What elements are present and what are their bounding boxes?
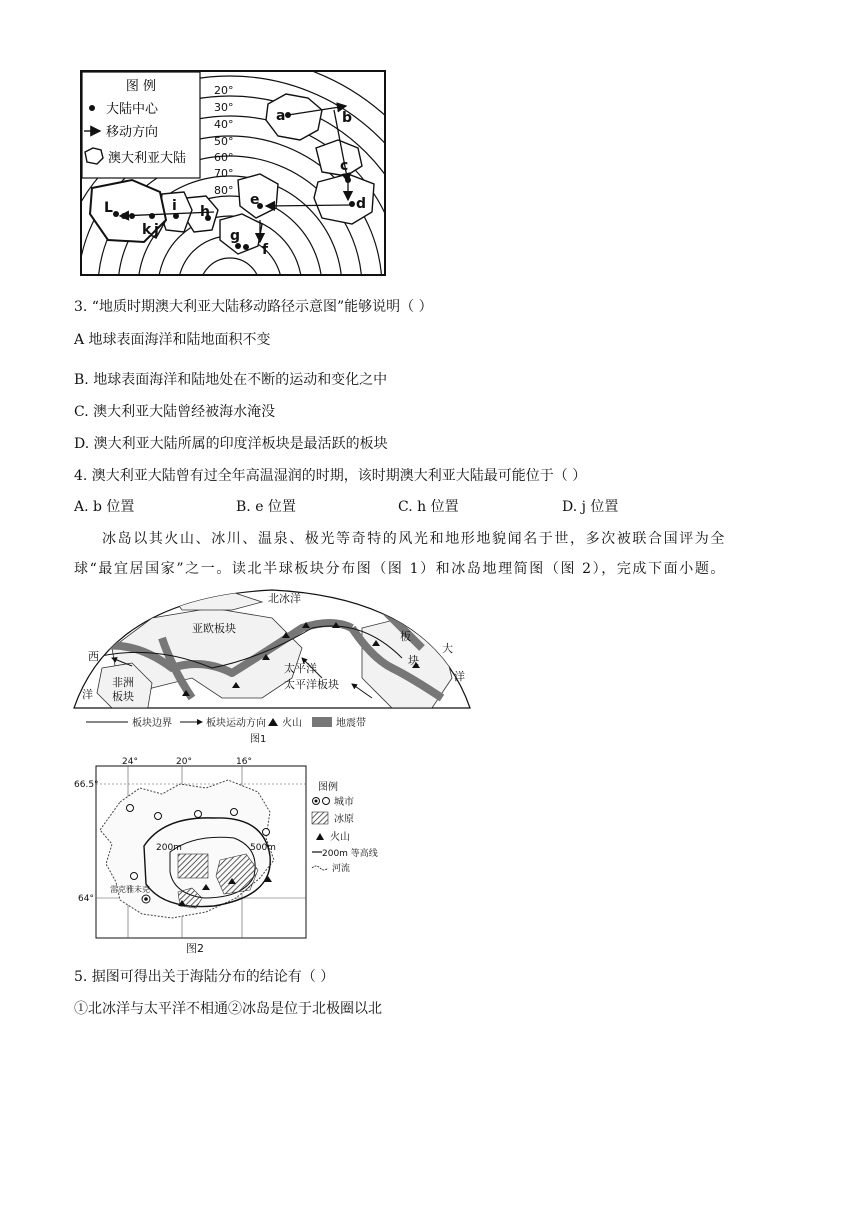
map1-legend-volcano: 火山 — [282, 718, 302, 729]
map2-legend-city: 城市 — [334, 797, 354, 808]
iceland-map-figure — [74, 756, 386, 956]
question-3-stem: 3. “地质时期澳大利亚大陆移动路径示意图”能够说明（ ） — [74, 299, 433, 315]
point-label: f — [262, 242, 269, 258]
map-label-yang-left: 洋 — [82, 688, 93, 701]
map2-caption: 图2 — [186, 942, 204, 955]
point-label: L — [104, 200, 113, 216]
map-label-arctic: 北冰洋 — [268, 592, 301, 605]
map1-legend-boundary: 板块边界 — [132, 718, 172, 729]
map2-legend-river: 河流 — [332, 864, 351, 874]
map-label-yang-right: 洋 — [454, 670, 465, 683]
lat-label: 50° — [214, 135, 234, 148]
point-label: d — [356, 196, 367, 212]
plate-map — [72, 588, 472, 746]
longitude-label: 16° — [236, 757, 252, 767]
map-label-kuai: 块 — [408, 654, 419, 667]
map2-legend-glacier: 冰原 — [334, 814, 354, 825]
question-3-option-c: C. 澳大利亚大陆曾经被海水淹没 — [74, 404, 276, 420]
lat-label: 80° — [214, 184, 234, 197]
question-4-option-b: B. e 位置 — [236, 499, 296, 515]
map2-legend-volcano: 火山 — [330, 832, 350, 843]
volcano-icon — [316, 833, 324, 840]
point-label: c — [340, 158, 349, 174]
volcano-icon — [268, 718, 278, 726]
question-3-option-d: D. 澳大利亚大陆所属的印度洋板块是最活跃的板块 — [74, 436, 388, 452]
question-4-option-a: A. b 位置 — [74, 499, 135, 515]
map2-legend-contour: 200m 等高线 — [322, 849, 378, 859]
river-icon — [312, 866, 328, 870]
lat-label: 40° — [214, 118, 234, 131]
point-label: j — [154, 222, 159, 238]
question-3-option-b: B. 地球表面海洋和陆地处在不断的运动和变化之中 — [74, 372, 388, 388]
lat-label: 70° — [214, 167, 234, 180]
plate-map-figure — [72, 588, 472, 746]
australia-path-diagram — [80, 70, 386, 276]
lat-label: 60° — [214, 151, 234, 164]
map-label-pacific: 太平洋 — [284, 662, 317, 675]
map-label-africa: 非洲 — [112, 676, 134, 689]
contour-label: 200m — [156, 843, 182, 853]
map-label-eurasia-plate: 亚欧板块 — [192, 622, 236, 635]
continent-outline-icon — [85, 148, 103, 164]
lat-label: 20° — [214, 84, 234, 97]
longitude-label: 20° — [176, 757, 192, 767]
map-label-da: 大 — [442, 642, 453, 655]
dot-icon — [89, 105, 95, 111]
point-label: k — [142, 222, 152, 238]
city-icon — [323, 798, 330, 805]
map2-legend-title: 图例 — [318, 782, 338, 793]
point-label: i — [172, 198, 177, 214]
city-reykjavik: 雷克雅未克 — [110, 885, 150, 894]
point-label: b — [342, 110, 353, 126]
australia-path-figure — [80, 70, 386, 276]
question-4-option-d: D. j 位置 — [562, 499, 619, 515]
glacier — [178, 854, 208, 878]
legend-label-continent: 澳大利亚大陆 — [108, 151, 187, 166]
map1-legend-seismic: 地震带 — [336, 718, 366, 729]
lat-label: 30° — [214, 101, 234, 114]
point-label: a — [276, 108, 286, 124]
glacier-icon — [312, 812, 328, 824]
legend-label-center: 大陆中心 — [106, 102, 159, 117]
point-label: e — [250, 192, 260, 208]
iceland-passage: 冰岛以其火山、冰川、温泉、极光等奇特的风光和地形地貌闻名于世，多次被联合国评为全球“最宜居国家”之一。读北半球板块分布图（图 1）和冰岛地理简图（图 2），完成下面小题。 — [74, 531, 727, 577]
latitude-label: 64° — [78, 894, 94, 904]
legend-label-direction: 移动方向 — [106, 125, 159, 140]
question-4-option-c: C. h 位置 — [398, 499, 459, 515]
point-label: g — [230, 228, 241, 244]
longitude-label: 24° — [122, 757, 138, 767]
map1-legend-movement: 板块运动方向 — [206, 718, 266, 729]
legend-title: 图 例 — [125, 79, 157, 94]
map1-caption: 图1 — [250, 734, 267, 745]
question-5-statements: ①北冰洋与太平洋不相通②冰岛是位于北极圈以北 — [74, 1001, 382, 1017]
map-label-pacific-plate: 太平洋板块 — [284, 678, 339, 691]
seismic-belt-icon — [312, 717, 332, 727]
latitude-label: 66.5° — [74, 780, 99, 790]
iceland-map — [74, 756, 386, 956]
map-label-xi: 西 — [88, 650, 99, 663]
map-label-ban: 板 — [400, 630, 411, 643]
map-label-plate: 板块 — [112, 690, 134, 703]
question-5-stem: 5. 据图可得出关于海陆分布的结论有（ ） — [74, 969, 335, 985]
contour-label: 500m — [250, 843, 276, 853]
point-label: h — [200, 204, 210, 220]
question-4-stem: 4. 澳大利亚大陆曾有过全年高温湿润的时期，该时期澳大利亚大陆最可能位于（ ） — [74, 468, 587, 484]
question-3-option-a: A 地球表面海洋和陆地面积不变 — [74, 332, 271, 348]
